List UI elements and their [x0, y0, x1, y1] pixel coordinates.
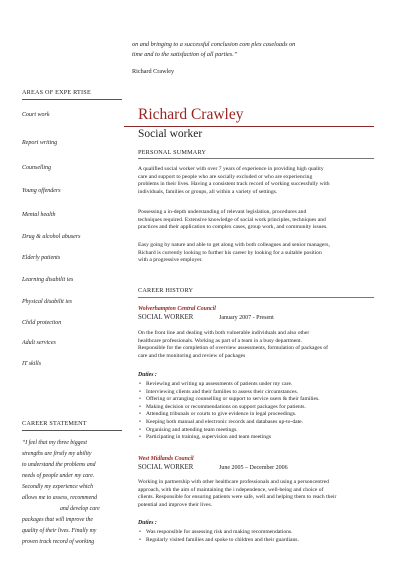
list-item: • Interviewing clients and their families to assess their circumstances. — [146, 389, 386, 397]
expertise-item: Counselling — [22, 165, 52, 171]
text-line: Responsible for the completion of overview assessments, formulation of packages of — [138, 345, 328, 352]
expertise-item: Young offenders — [22, 188, 61, 194]
career-statement-divider — [22, 430, 122, 431]
text-line: techniques required. Extensive knowledge of social work principles, techniques and — [138, 216, 326, 223]
expertise-item: Elderly patients — [22, 255, 61, 261]
expertise-item: Child protection — [22, 320, 62, 326]
career-statement-text — [22, 438, 118, 548]
expertise-item: Learning disabilit ies — [22, 277, 74, 283]
statement-line: allows me to assess, recommend — [22, 495, 97, 501]
candidate-name: Richard Crawley — [138, 106, 244, 123]
statement-line: and develop care — [60, 506, 100, 512]
text-line: potential and improve their lives. — [138, 501, 213, 508]
list-item: • Making decision or recommendations on support packages for patients. — [146, 404, 386, 412]
job-description — [138, 479, 378, 509]
text-line: care and the monitoring and review of packages — [138, 352, 246, 359]
text-line: individuals, families or groups, all within a variety of settings. — [138, 188, 278, 195]
text-line: On the front line and dealing with both vulnerable individuals and also other — [138, 330, 310, 336]
duties-list — [138, 529, 386, 544]
expertise-item: Physical disabilit ies — [22, 299, 72, 305]
text-line: care and support to people who are socially excluded or who are experiencing — [138, 173, 313, 180]
statement-line: to understand the problems and — [22, 462, 96, 468]
summary-heading: PERSONAL SUMMARY — [138, 149, 207, 156]
name-divider — [124, 126, 374, 127]
expertise-heading: AREAS OF EXPE RTISE — [22, 89, 91, 96]
statement-line: packages that will improve the — [22, 517, 93, 523]
job-title: SOCIAL WORKER — [138, 464, 194, 471]
statement-line: strengths are firstly my ability — [22, 451, 92, 457]
statement-line: needs of people under my care. — [22, 473, 95, 479]
list-item: • Keeping both manual and electronic records and databases up-to-date. — [146, 419, 386, 427]
intro-quote-line: on and bringing to a successful conclusion com plex caseloads on — [132, 41, 296, 48]
employer-name: Wolverhampton Central Council — [138, 306, 216, 312]
text-line: Richard is currently looking to further his career by looking for a suitable position — [138, 249, 322, 256]
text-line: problems in their lives. Having a consistent track record of working successfully with — [138, 181, 330, 188]
career-statement-heading: CAREER STATEMENT — [22, 420, 87, 427]
intro-signature: Richard Crawley — [132, 68, 175, 75]
expertise-item: Mental health — [22, 212, 56, 218]
duties-label: Duties : — [138, 372, 157, 378]
list-item: • Was responsible for assessing risk and making recommendations. — [146, 529, 386, 537]
statement-line: “I feel that my three biggest — [22, 440, 87, 446]
expertise-item: Court work — [22, 112, 50, 118]
expertise-item: Report writing — [22, 140, 58, 146]
job-description — [138, 330, 378, 360]
intro-quote-line: time and to the satisfaction of all parties.” — [132, 51, 238, 58]
list-item: • Organising and attending team meetings. — [146, 427, 386, 435]
employer-name: West Midlands Council — [138, 456, 194, 462]
job-dates: January 2007 - Present — [219, 315, 274, 321]
text-line: with a progressive employer. — [138, 257, 203, 264]
duties-list — [138, 381, 386, 442]
text-line: Easy going by nature and able to get along with both colleagues and senior managers, — [138, 242, 330, 248]
statement-line: Secondly my experience which — [22, 484, 93, 490]
list-item: • Participating in training, supervision and team meetings — [146, 434, 386, 442]
text-line: approach, with the aim of maintaining the i ndependence, well-being and choice of — [138, 486, 324, 493]
career-divider — [138, 297, 374, 298]
statement-line: proven track record of working — [22, 539, 95, 545]
job-title: SOCIAL WORKER — [138, 314, 194, 321]
duties-label: Duties : — [138, 520, 157, 526]
expertise-divider — [22, 99, 122, 100]
summary-paragraph — [138, 242, 378, 265]
expertise-item: Drug & alcohol abusers — [22, 234, 81, 240]
text-line: A qualified social worker with over 7 years of experience in providing high quality — [138, 166, 324, 172]
job-dates: June 2005 – December 2006 — [219, 465, 288, 471]
summary-divider — [138, 158, 374, 159]
list-item: • Attending tribunals or courts to give evidence in legal proceedings. — [146, 411, 386, 419]
list-item: • Offering or arranging counselling or support to service users & their families. — [146, 396, 386, 404]
summary-paragraph — [138, 166, 378, 196]
text-line: practices and their application to complex cases, group work, and community issues. — [138, 224, 328, 231]
text-line: Working in partnership with other healthcare professionals and using a personcentred — [138, 479, 329, 485]
text-line: clients. Responsible for ensuring patients were safe, well and helping them to reach their — [138, 494, 337, 501]
summary-paragraph — [138, 209, 378, 232]
statement-line: quality of their lives. Finally my — [22, 528, 97, 534]
expertise-item: IT skills — [22, 361, 42, 367]
candidate-role: Social worker — [138, 128, 203, 140]
list-item: • Reviewing and writing up assessments of patients under my care. — [146, 381, 386, 389]
list-item: • Regularly visited families and spoke to children and their guardians. — [146, 537, 386, 545]
expertise-item: Adult services — [22, 340, 56, 346]
intro-quote — [132, 40, 372, 60]
text-line: healthcare professionals. Working as part of a team in a busy department. — [138, 337, 302, 344]
career-heading: CAREER HISTORY — [138, 287, 194, 294]
text-line: Possessing a in-depth understanding of relevant legislation, procedures and — [138, 209, 307, 215]
